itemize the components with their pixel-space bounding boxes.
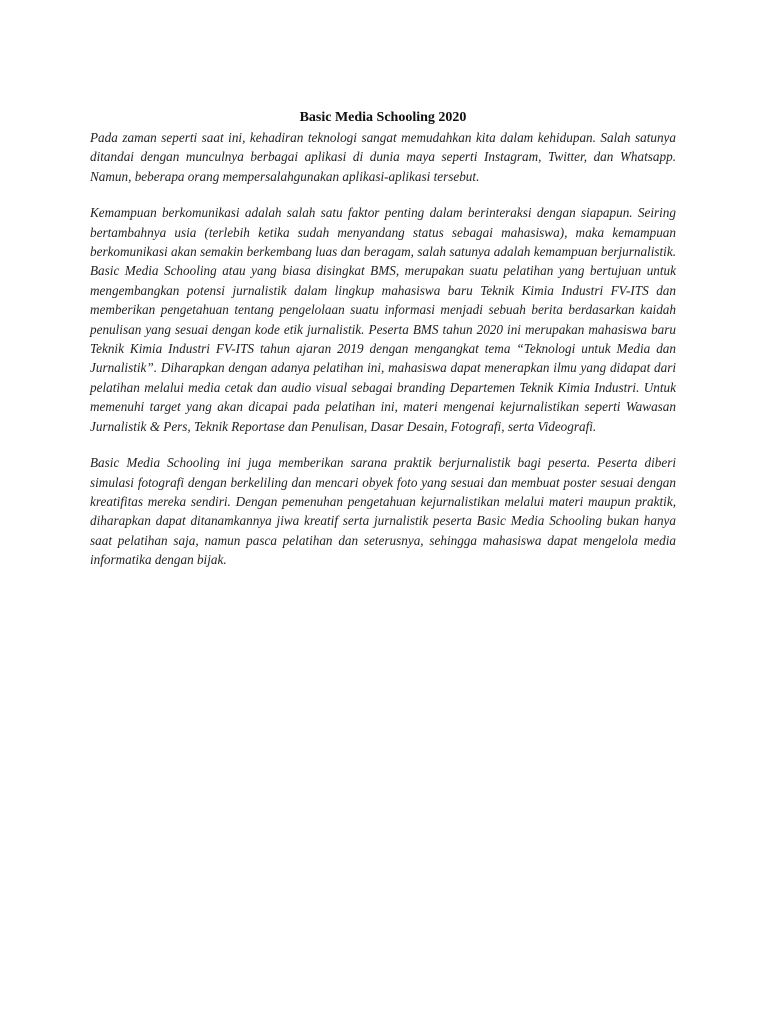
paragraph-practice: Basic Media Schooling ini juga memberikan sarana praktik berjurnalistik bagi peserta. Peserta diberi simulasi fotografi dengan berkeliling dan mencari obyek foto yang sesuai dan membuat poster sesuai dengan kreatifitas mereka sendiri. Dengan pemenuhan pengetahuan kejurnalistikan melalui materi maupun praktik, diharapkan dapat ditanamkannya jiwa kreatif serta jurnalistik peserta Basic Media Schooling bukan hanya saat pelatihan saja, namun pasca pelatihan dan seterusnya, sehingga mahasiswa dapat mengelola media informatika dengan bijak. [90, 455, 676, 568]
paragraph-intro: Pada zaman seperti saat ini, kehadiran teknologi sangat memudahkan kita dalam kehidupan. Salah satunya ditandai dengan munculnya berbagai aplikasi di dunia maya seperti Instagram, Twitter, dan Whatsapp. Namun, beberapa orang mempersalahgunakan aplikasi-aplikasi tersebut. [90, 130, 676, 184]
document-title: Basic Media Schooling 2020 [299, 110, 467, 125]
paragraph-spacer [90, 186, 676, 203]
document-page [90, 108, 676, 570]
paragraph-spacer [90, 436, 676, 453]
paragraph-communication: Kemampuan berkomunikasi adalah salah satu faktor penting dalam berinteraksi dengan siapapun. Seiring bertambahnya usia (terlebih ketika sudah menyandang status sebagai mahasiswa), maka kemampuan berkomunikasi akan semakin berkembang luas dan beragam, salah satunya adalah kemampuan berjurnalistik. Basic Media Schooling atau yang biasa disingkat BMS, merupakan suatu pelatihan yang bertujuan untuk mengembangkan potensi jurnalistik dalam lingkup mahasiswa baru Teknik Kimia Industri FV-ITS dan memberikan pengetahuan tentang pengelolaan suatu informasi menjadi sebuah berita berdasarkan kaidah penulisan yang sesuai dengan kode etik jurnalistik. Peserta BMS tahun 2020 ini merupakan mahasiswa baru Teknik Kimia Industri FV-ITS tahun ajaran 2019 dengan mengangkat tema “Teknologi untuk Media dan Jurnalistik”. Diharapkan dengan adanya pelatihan ini, mahasiswa dapat menerapkan ilmu yang didapat dari pelatihan melalui media cetak dan audio visual sebagai branding Departemen Teknik Kimia Industri. Untuk memenuhi target yang akan dicapai pada pelatihan ini, materi mengenai kejurnalistikan seperti Wawasan Jurnalistik & Pers, Teknik Reportase dan Penulisan, Dasar Desain, Fotografi, serta Videografi. [90, 205, 676, 434]
